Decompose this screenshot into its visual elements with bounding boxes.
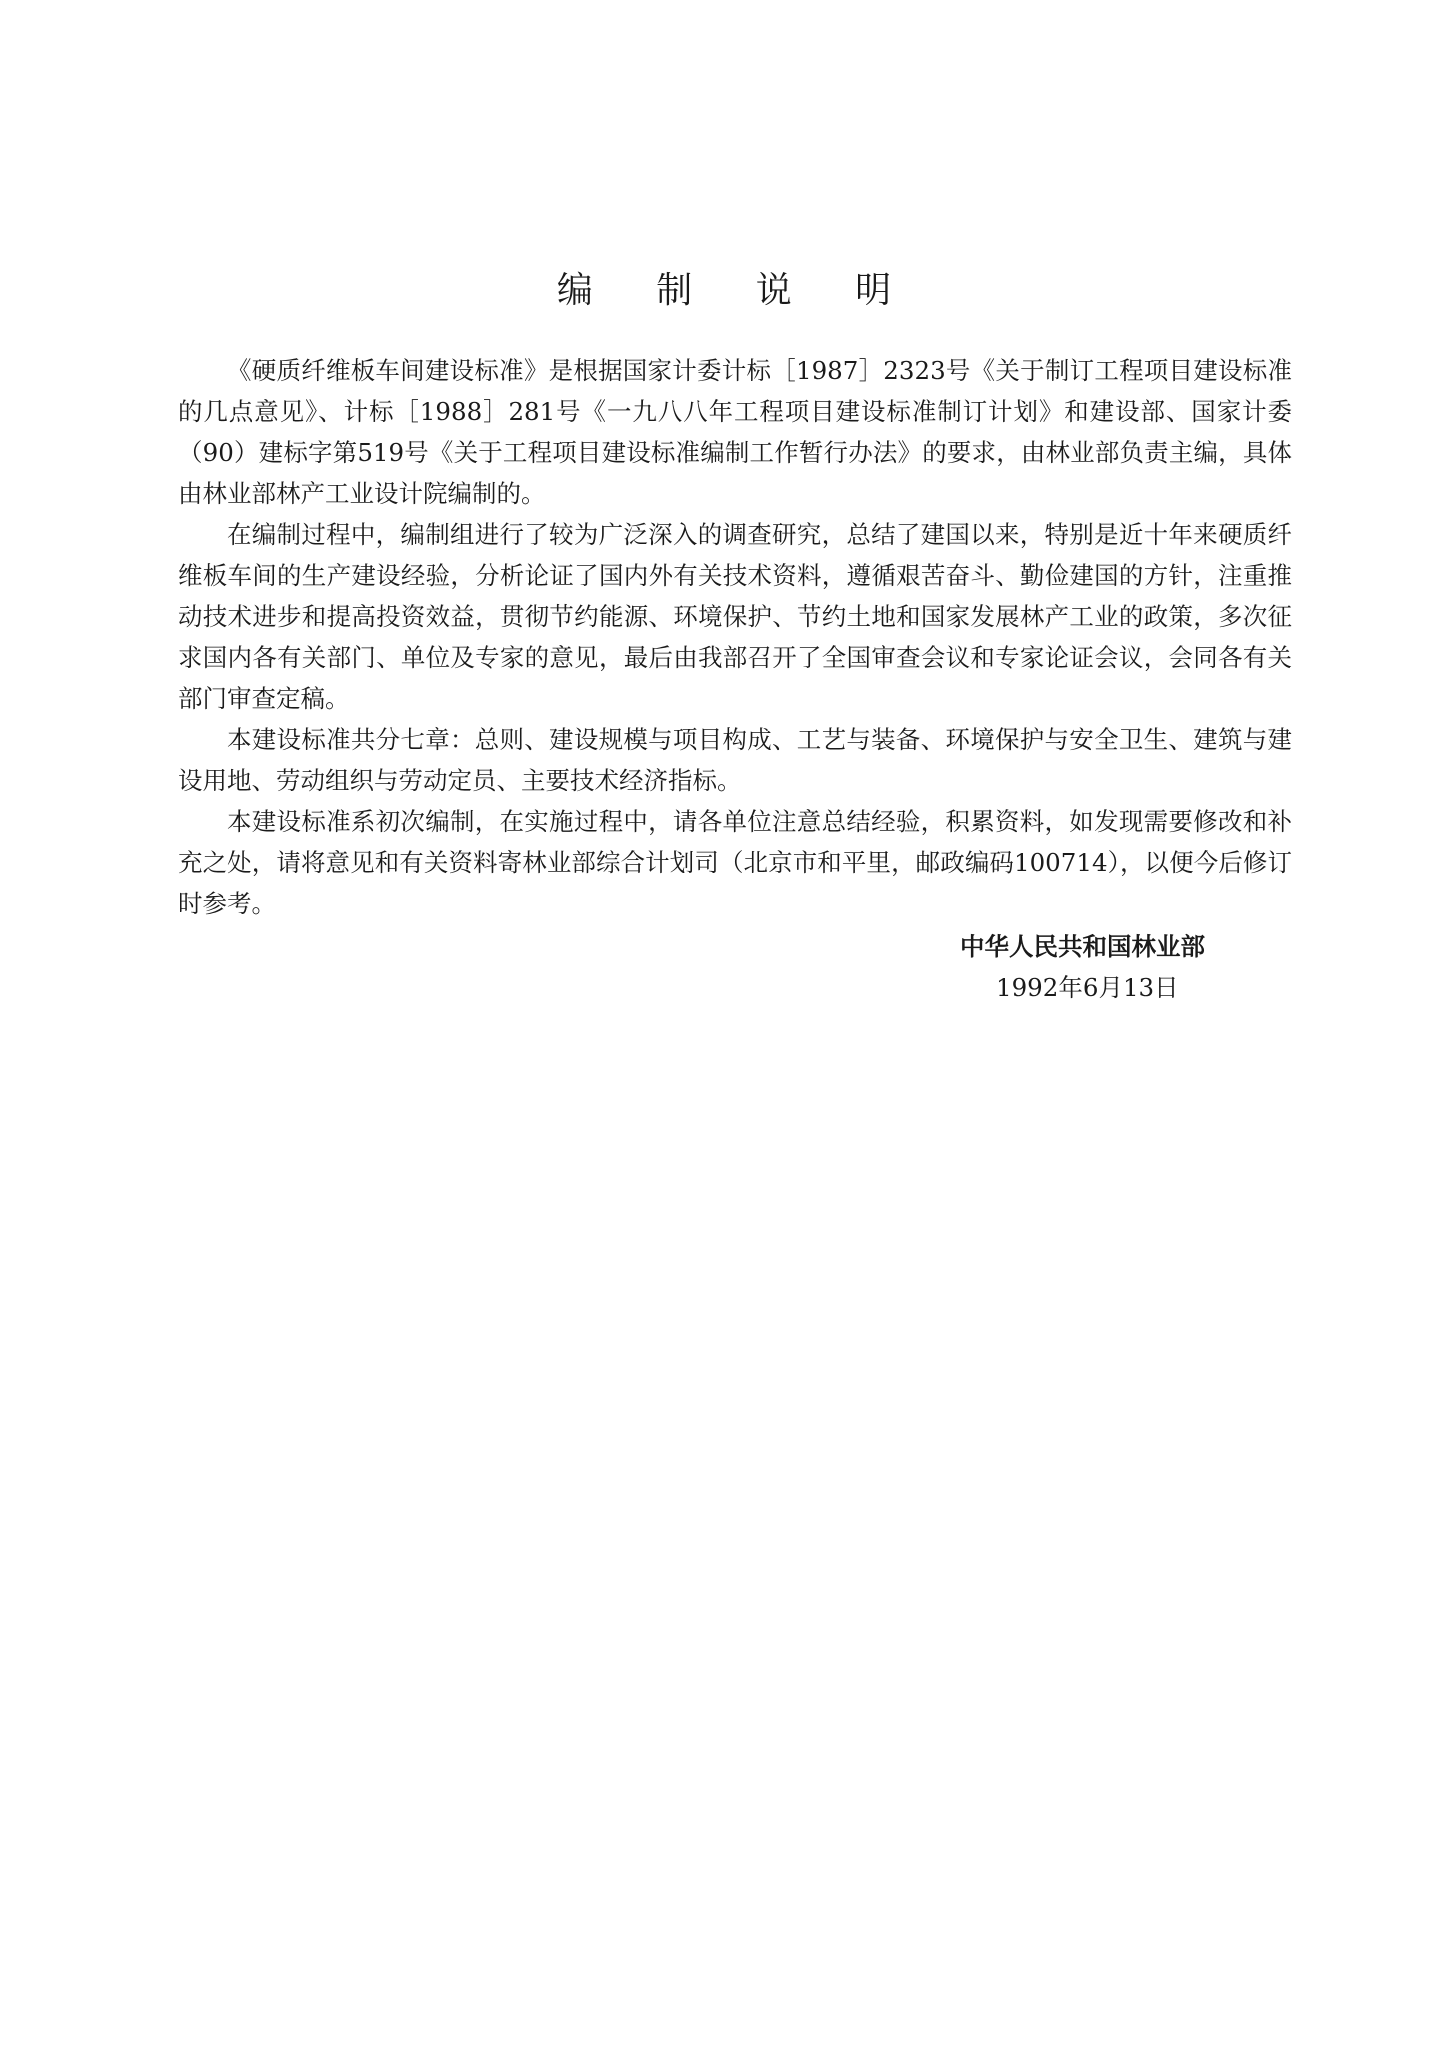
signature-organization: 中华人民共和国林业部 [960, 932, 1205, 961]
page-title: 编 制 说 明 [556, 270, 918, 311]
paragraph-4: 本建设标准系初次编制，在实施过程中，请各单位注意总结经验，积累资料，如发现需要修改和补充之处，请将意见和有关资料寄林业部综合计划司（北京市和平里，邮政编码100714），以便今后修订时参考。 [178, 807, 1292, 918]
signature-date: 1992年6月13日 [996, 973, 1179, 1002]
paragraph-2: 在编制过程中，编制组进行了较为广泛深入的调查研究，总结了建国以来，特别是近十年来硬质纤维板车间的生产建设经验，分析论证了国内外有关技术资料，遵循艰苦奋斗、勤俭建国的方针，注重推动技术进步和提高投资效益，贯彻节约能源、环境保护、节约土地和国家发展林产工业的政策，多次征求国内各有关部门、单位及专家的意见，最后由我部召开了全国审查会议和专家论证会议，会同各有关部门审查定稿。 [178, 520, 1292, 713]
paragraph-1: 《硬质纤维板车间建设标准》是根据国家计委计标［1987］2323号《关于制订工程项目建设标准的几点意见》、计标［1988］281号《一九八八年工程项目建设标准制订计划》和建设部、国家计委（90）建标字第519号《关于工程项目建设标准编制工作暂行办法》的要求，由林业部负责主编，具体由林业部林产工业设计院编制的。 [178, 356, 1292, 508]
signature-block [960, 926, 1260, 1008]
body-text [178, 350, 1292, 924]
paragraph-3: 本建设标准共分七章：总则、建设规模与项目构成、工艺与装备、环境保护与安全卫生、建筑与建设用地、劳动组织与劳动定员、主要技术经济指标。 [178, 725, 1292, 795]
